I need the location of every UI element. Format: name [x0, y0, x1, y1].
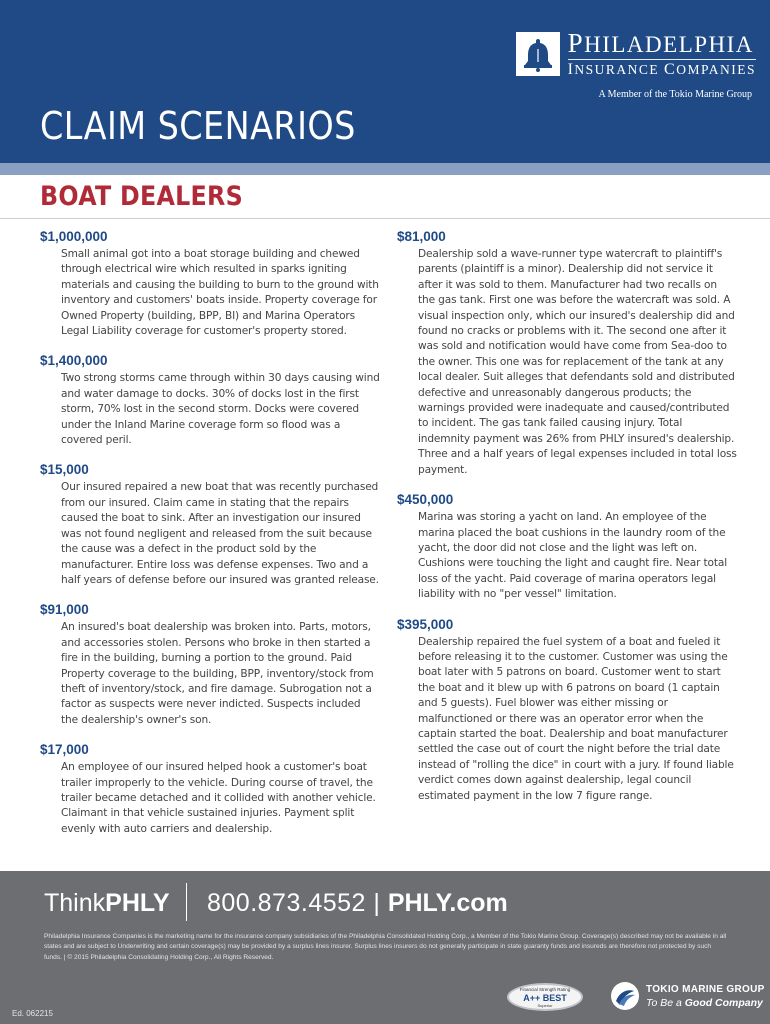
think-phly-logo: ThinkPHLY	[44, 889, 170, 917]
footer-divider	[186, 883, 187, 921]
tokio-marine-emblem-icon	[610, 981, 640, 1011]
scenario-amount: $91,000	[40, 602, 89, 618]
tmg-tagline: To Be a Good Company	[646, 996, 763, 1009]
liberty-bell-icon	[516, 32, 560, 76]
scenario-item	[40, 229, 380, 339]
scenario-amount: $1,000,000	[40, 229, 108, 244]
phone-number: 800.873.4552 |	[207, 889, 388, 917]
tmg-name: TOKIO MARINE GROUP	[646, 983, 765, 995]
website-link[interactable]: PHLY.com	[387, 889, 508, 917]
scenario-description: Two strong storms came through within 30 days causing wind and water damage to docks. 30% of docks lost in the first storm, 70% lost in the second storm. Docks were covered under the Inland Marine coverage form so flood was a covered peril.	[61, 372, 380, 447]
left-column	[40, 229, 380, 851]
logo-subtitle: INSURANCE COMPANIES	[567, 61, 756, 78]
scenario-item	[40, 742, 380, 837]
badge-best-text: A++ BEST	[523, 992, 567, 1003]
right-column	[397, 229, 737, 818]
scenario-description: Dealership sold a wave-runner type watercraft to plaintiff's parents (plaintiff is a minor). Dealership did not service it after it was sold to them. Manufacturer had two recalls on the gas tank. First one was before the watercraft was sold. A visual inspection only, which our insured's dealership did and found no cracks or problems with it. The second one after it was sold and notification would have come from Sea-doo to the owner. This one was for replacement of the tank at any local dealer. Suit alleges that defendants sold and distributed defective and unreasonably dangerous products; the warnings provided were inadequate and caused/contributed to incident. The gas tank failed causing injury. Total indemnity payment was 26% from PHLY insured's dealership. Three and a half years of legal expenses included in total loss payment.	[418, 248, 737, 476]
badge-top-text: Financial Strength Rating	[519, 986, 571, 992]
scenario-amount: $81,000	[397, 229, 446, 244]
scenario-description: Dealership repaired the fuel system of a boat and fueled it before releasing it to the customer. Customer was using the boat later with 5 patrons on board. Customer went to start the boat and it blew up with 6 patrons on board (1 captain and 5 guests). Fuel blower was either missing or malfunctioned or there was an operator error when the captain started the boat. Dealership and boat manufacturer settled the case out of court the night before the trial date instead of "rolling the dice" in court with a jury. If found liable verdict comes down against dealership, legal council estimated payment in the low 7 figure range.	[418, 635, 734, 802]
edition-code: Ed. 062215	[12, 1009, 53, 1018]
logo-rule	[568, 59, 756, 60]
philadelphia-logo	[516, 30, 756, 78]
page-title: CLAIM SCENARIOS	[40, 104, 356, 148]
scenario-item	[40, 462, 380, 588]
scenario-description: An insured's boat dealership was broken into. Parts, motors, and accessories stolen. Persons who broke in then started a fire in the building, burning a portion to the ground. Paid Property coverage to the building, BPP, inventory/stock from theft of inventory/stock, and fire damage. Subrogation not a factor as suspects were never indicted. Suspects included the dealership's owner's son.	[61, 621, 374, 726]
scenario-description: An employee of our insured helped hook a customer's boat trailer improperly to the vehicle. During course of travel, the trailer became detached and it collided with another vehicle. Claimant in that vehicle sustained injuries. Payment split evenly with auto carriers and dealership.	[61, 761, 376, 835]
scenario-amount: $17,000	[40, 742, 89, 758]
contact-line	[207, 888, 508, 918]
scenario-amount: $395,000	[397, 616, 454, 632]
scenario-amount: $450,000	[397, 492, 454, 508]
scenario-amount: $1,400,000	[40, 353, 108, 369]
scenario-item	[397, 229, 737, 478]
scenario-item	[397, 617, 737, 804]
scenario-description: Our insured repaired a new boat that was recently purchased from our insured. Claim came in stating that the repairs caused the boat to sink. After an investigation our insured was not found negligent and released from the suit because the cause was a defect in the product sold by the manufacturer. Entire loss was defense expenses. Two and a half years of defense before our insured was granted release.	[61, 481, 379, 586]
logo-wordmark: PHILADELPHIA	[567, 28, 754, 58]
scenario-item	[40, 353, 380, 448]
scenario-item	[40, 602, 380, 728]
legal-disclaimer: Philadelphia Insurance Companies is the marketing name for the insurance company subsidiaries of the Philadelphia Consolidated Holding Corp., a Member of the Tokio Marine Group. Coverage(s) described may not be available in all states and are subject to Underwriting and certain coverage(s) may be provided by a surplus lines insurer. Surplus lines insurers do not generally participate in state guaranty funds and insureds are therefore not protected by such funds. | © 2015 Philadelphia Consolidating Holding Corp., All Rights Reserved.	[44, 933, 727, 961]
header-band	[0, 0, 770, 163]
scenario-item	[397, 492, 737, 602]
tokio-marine-logo	[610, 981, 765, 1011]
section-heading: BOAT DEALERS	[40, 181, 243, 212]
scenario-amount: $15,000	[40, 462, 89, 478]
section-divider	[0, 218, 770, 219]
badge-bottom-text: Superior	[537, 1002, 553, 1008]
member-line: A Member of the Tokio Marine Group	[598, 89, 752, 100]
header-stripe	[0, 163, 770, 175]
scenario-description: Marina was storing a yacht on land. An employee of the marina placed the boat cushions in the laundry room of the yacht, the door did not close and the light was left on. Cushions were touching the light and caught fire. Near total loss of the yacht. Paid coverage of marina operators legal liability with no "per vessel" limitation.	[418, 511, 728, 601]
am-best-rating-badge	[507, 983, 583, 1011]
scenario-description: Small animal got into a boat storage building and chewed through electrical wire which resulted in sparks igniting materials and causing the building to burn to the ground with inventory and customers' boats inside. Property coverage for Owned Property (building, BPP, BI) and Marina Operators Legal Liability coverage for customer's property stored.	[61, 248, 379, 338]
